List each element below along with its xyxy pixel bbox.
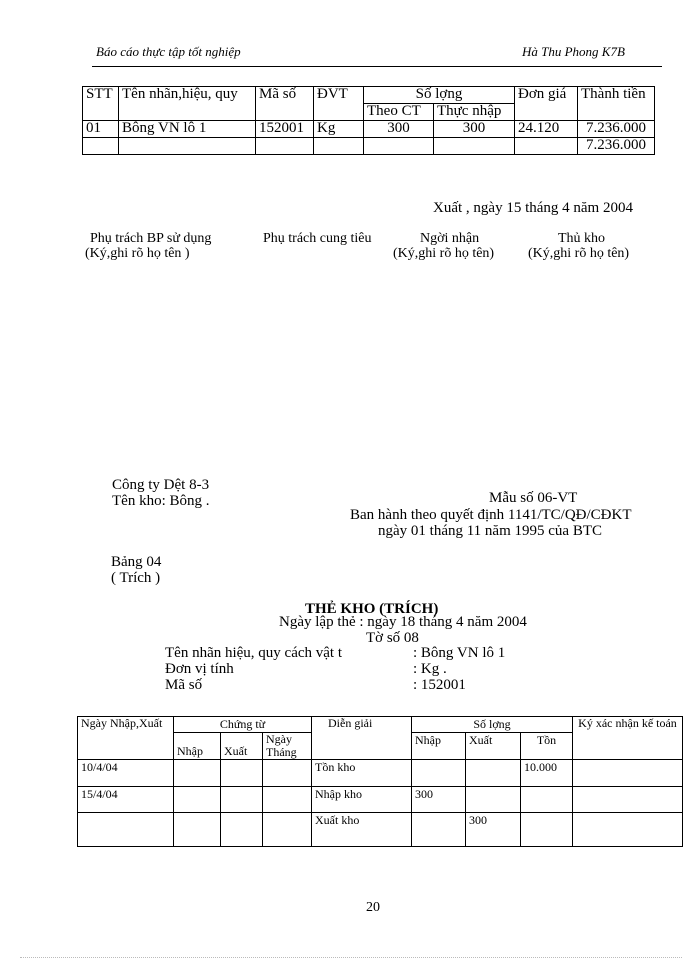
sig-note-1: (Ký,ghi rõ họ tên ) xyxy=(85,246,190,261)
cell-q-in: 300 xyxy=(412,787,466,813)
col-qty-actual: Thực nhập xyxy=(434,104,515,121)
table-label: Bảng 04 xyxy=(111,554,162,570)
cell-code: 152001 xyxy=(256,121,314,138)
field-value-unit: : Kg . xyxy=(413,661,447,677)
form-date: ngày 01 tháng 11 năm 1995 của BTC xyxy=(378,523,602,539)
col-unit: ĐVT xyxy=(314,87,364,121)
header-right: Hà Thu Phong K7B xyxy=(522,44,625,59)
col-qty: Số lợng xyxy=(412,717,573,733)
sig-title-3: Ngời nhận xyxy=(420,231,480,246)
sig-note-4: (Ký,ghi rõ họ tên) xyxy=(528,246,630,261)
field-value-code: : 152001 xyxy=(413,677,466,693)
issue-date: Xuất , ngày 15 tháng 4 năm 2004 xyxy=(433,200,633,216)
col-desc: Diễn giải xyxy=(312,717,412,760)
col-q-out: Xuất xyxy=(466,733,521,760)
cell-desc: Nhập kho xyxy=(312,787,412,813)
table-row xyxy=(83,121,655,138)
header-left: Báo cáo thực tập tốt nghiệp xyxy=(96,44,241,59)
cell-desc: Xuất kho xyxy=(312,813,412,847)
receipt-table xyxy=(82,86,655,155)
col-q-stock: Tồn xyxy=(521,733,573,760)
col-v-in: Nhập xyxy=(174,733,221,760)
cell-unit: Kg xyxy=(314,121,364,138)
stock-table xyxy=(77,716,683,847)
table-row xyxy=(78,760,683,787)
cell-date: 10/4/04 xyxy=(78,760,174,787)
cell-amount: 7.236.000 xyxy=(578,121,655,138)
col-sign: Ký xác nhận kế toán xyxy=(573,717,683,760)
sig-title-1: Phụ trách BP sử dụng xyxy=(90,231,212,246)
col-v-date: Ngày Tháng xyxy=(263,733,312,760)
cell-qty-doc: 300 xyxy=(364,121,434,138)
table-note: ( Trích ) xyxy=(111,570,161,586)
table-row xyxy=(78,813,683,847)
field-label-code: Mã số xyxy=(165,677,203,693)
cell-desc: Tồn kho xyxy=(312,760,412,787)
header-rule xyxy=(92,66,662,67)
cell-q-stock: 10.000 xyxy=(521,760,573,787)
table-row-total xyxy=(83,138,655,155)
cell-name: Bông VN lô 1 xyxy=(119,121,256,138)
col-v-out: Xuất xyxy=(221,733,263,760)
cell-q-out xyxy=(466,760,521,787)
sig-note-3: (Ký,ghi rõ họ tên) xyxy=(393,246,495,261)
cell-q-stock xyxy=(521,787,573,813)
company-name: Công ty Dệt 8-3 xyxy=(112,477,210,493)
cell-q-in xyxy=(412,760,466,787)
cell-q-out xyxy=(466,787,521,813)
sig-title-2: Phụ trách cung tiêu xyxy=(263,231,372,246)
cell-q-out: 300 xyxy=(466,813,521,847)
cell-date: 15/4/04 xyxy=(78,787,174,813)
field-value-name: : Bông VN lô 1 xyxy=(413,645,506,661)
field-label-unit: Đơn vị tính xyxy=(165,661,234,677)
card-created: Ngày lập thẻ : ngày 18 tháng 4 năm 2004 xyxy=(279,614,527,630)
col-q-in: Nhập xyxy=(412,733,466,760)
cell-q-stock xyxy=(521,813,573,847)
form-number: Mẫu số 06-VT xyxy=(489,490,578,506)
field-label-name: Tên nhãn hiệu, quy cách vật t xyxy=(165,645,343,661)
col-stt: STT xyxy=(83,87,119,121)
cell-stt: 01 xyxy=(83,121,119,138)
col-date: Ngày Nhập,Xuất xyxy=(78,717,174,760)
cell-date xyxy=(78,813,174,847)
col-quantity: Số lợng xyxy=(364,87,515,104)
footer-rule xyxy=(20,957,682,958)
table-row xyxy=(78,787,683,813)
cell-total: 7.236.000 xyxy=(578,138,655,155)
card-sheet: Tờ số 08 xyxy=(366,630,419,646)
warehouse-name: Tên kho: Bông . xyxy=(112,493,210,509)
col-name: Tên nhãn,hiệu, quy xyxy=(119,87,256,121)
col-amount: Thành tiền xyxy=(578,87,655,121)
sig-title-4: Thủ kho xyxy=(558,231,606,246)
col-qty-doc: Theo CT xyxy=(364,104,434,121)
page-number: 20 xyxy=(366,900,380,915)
cell-q-in xyxy=(412,813,466,847)
col-code: Mã số xyxy=(256,87,314,121)
cell-price: 24.120 xyxy=(515,121,578,138)
cell-qty-actual: 300 xyxy=(434,121,515,138)
col-voucher: Chứng từ xyxy=(174,717,312,733)
form-decision: Ban hành theo quyết định 1141/TC/QĐ/CĐKT xyxy=(350,507,632,523)
card-title: THẺ KHO (TRÍCH) xyxy=(305,601,439,617)
col-price: Đơn giá xyxy=(515,87,578,121)
